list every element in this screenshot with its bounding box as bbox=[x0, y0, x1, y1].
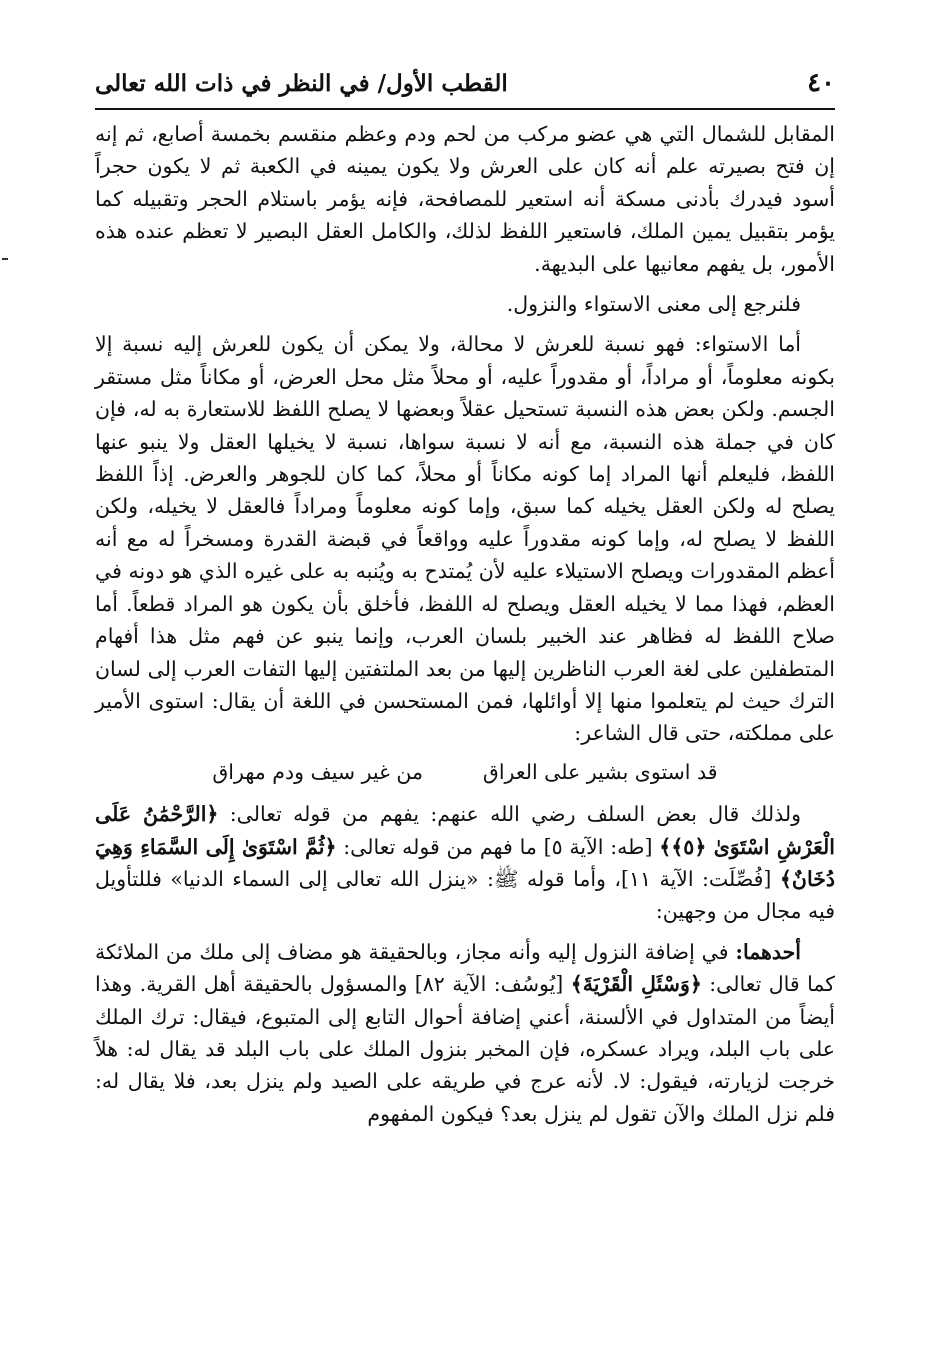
paragraph-5-text-end: [يُوسُف: الآية ٨٢] والمسؤول بالحقيقة أهل القرية. وهذا أيضاً من المتداول في الألسنة، أعني إضافة أحوال التابع إلى المتبوع، فيقال: ترك الملك على باب البلد، ويراد عسكره، فإن المخبر بنزول الملك على باب البلد قد يقال له: هلاً خرجت لزيارته، فيقول: لا. لأنه عرج في طريقه على الصيد ولم ينزل بعد، فلا يقال له: فلم نزل الملك والآن تقول لم ينزل بعد؟ فيكون المفهوم bbox=[95, 972, 835, 1126]
quran-verse-fussilat: ﴿ثُمَّ اسْتَوَىٰ إِلَى السَّمَاءِ وَهِيَ دُخَانٌ﴾ bbox=[95, 834, 835, 891]
page-number: ٤٠ bbox=[807, 68, 835, 98]
quran-verse-yusuf: ﴿وَسْئَلِ الْقَرْيَةَ﴾ bbox=[570, 972, 702, 997]
paragraph-1: المقابل للشمال التي هي عضو مركب من لحم ودم وعظم منقسم بخمسة أصابع، ثم إنه إن فتح بصيرته علم أنه كان على العرش ولا يكون يمينه في الكعبة ثم لا يكون حجراً أسود فيدرك بأدنى مسكة أنه استعير للمصافحة، فإنه يؤمر باستلام الحجر وتقبيله كما يؤمر بتقبيل يمين الملك، فاستعير اللفظ لذلك، والكامل العقل البصير لا تعظم عنده هذه الأمور، بل يفهم معانيها على البديهة. bbox=[95, 122, 835, 276]
paragraph-4-text-start: ولذلك قال بعض السلف رضي الله عنهم: يفهم من قوله تعالى: bbox=[229, 802, 801, 827]
header-rule bbox=[95, 108, 835, 110]
quran-verse-taha: ﴿الرَّحْمَٰنُ عَلَى الْعَرْشِ اسْتَوَىٰ ﴿٥﴾﴾ bbox=[95, 802, 835, 859]
paragraph-3: أما الاستواء: فهو نسبة للعرش لا محالة، ولا يمكن أن يكون للعرش إليه نسبة إلا بكونه معلوماً، أو مراداً، أو مقدوراً عليه، أو محلاً مثل محل العرض، أو مكاناً مثل مستقر الجسم. ولكن بعض هذه النسبة تستحيل عقلاً وبعضها لا يصلح اللفظ للاستعارة به له، فإن كان في جملة هذه النسبة، مع أنه لا نسبة سواها، نسبة لا يخيلها العقل ولا ينبو عنها اللفظ، فليعلم أنها المراد إما كونه مكاناً أو محلاً، كما كان للجوهر والعرض. إذاً اللفظ يصلح له ولكن العقل يخيله كما سبق، وإما كونه معلوماً ومراداً فالعقل لا يخيله، ولكن اللفظ لا يصلح له، وإما كونه مقدوراً عليه وواقعاً في قبضة القدرة ومسخراً له مع أنه أعظم المقدورات ويصلح الاستيلاء عليه لأن يُمتدح به ويُنبه به على غيره الذي هو دونه في العظم، فهذا مما لا يخيله العقل ويصلح له اللفظ، فأخلق بأن يكون هو المراد قطعاً. أما صلاح اللفظ له فظاهر عند الخبير بلسان العرب، وإنما ينبو عن فهم مثل هذا أفهام المتطفلين على لغة العرب الناظرين إليها من بعد الملتفتين إليها التفات العرب إلى لسان الترك حيث لم يتعلموا منها إلا أوائلها، فمن المستحسن في اللغة أن يقال: استوى الأمير على مملكته، حتى قال الشاعر: bbox=[95, 332, 835, 746]
verse-line bbox=[95, 756, 835, 788]
verse-hemistich-second: من غير سيف ودم مهراق bbox=[212, 759, 423, 784]
page-body bbox=[95, 118, 835, 1130]
paragraph-4 bbox=[95, 798, 835, 928]
paragraph-5-lead: أحدهما: bbox=[735, 939, 801, 964]
page-header bbox=[95, 64, 835, 104]
running-title: القطب الأول/ في النظر في ذات الله تعالى bbox=[95, 70, 508, 97]
paragraph-2: فلنرجع إلى معنى الاستواء والنزول. bbox=[506, 292, 801, 317]
paragraph-5-text-start: في إضافة النزول إليه وأنه مجاز، وبالحقيقة هو مضاف إلى ملك من الملائكة كما قال تعالى: bbox=[95, 939, 835, 997]
paragraph-5 bbox=[95, 936, 835, 1130]
margin-mark bbox=[2, 258, 8, 260]
paragraph-4-text-end: [فُصِّلَت: الآية ١١]، وأما قوله ﷺ: «ينزل الله تعالى إلى السماء الدنيا» فللتأويل فيه مجال من وجهين: bbox=[95, 866, 835, 924]
verse-hemistich-first: قد استوى بشير على العراق bbox=[482, 759, 718, 784]
paragraph-4-text-mid: [طه: الآية ٥] ما فهم من قوله تعالى: bbox=[343, 834, 653, 859]
